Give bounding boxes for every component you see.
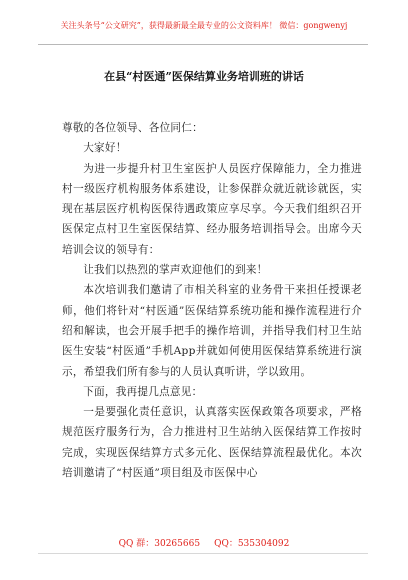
paragraph: 一是要强化责任意识，认真落实医保政策各项要求，严格规范医疗服务行为，合力推进村卫生站纳入医保结算工作按时完成，实现医保结算方式多元化、医保结算流程最优化。本次培训邀请了“村医通”项目组及市医保中心	[62, 406, 362, 480]
document-body	[62, 118, 362, 483]
header-divider	[38, 44, 368, 45]
paragraph: 本次培训我们邀请了市相关科室的业务骨干来担任授课老师，他们将针对“村医通”医保结算系统功能和操作流程进行介绍和解读，也会开展手把手的操作培训，并指导我们村卫生站医生安装“村医通”手机App并就如何使用医保结算系统进行演示，希望我们所有参与的人员认真听讲，学以致用。	[62, 284, 362, 378]
footer-divider	[38, 553, 368, 554]
footer-qq: QQ：535304092	[214, 539, 290, 549]
paragraph: 让我们以热烈的掌声欢迎他们的到来！	[83, 264, 268, 277]
footer-contact	[0, 536, 408, 549]
header-banner: 关注头条号“公文研究”，获得最新最全最专业的公文资料库！ 微信：gongwenyj	[60, 21, 348, 30]
paragraph: 为进一步提升村卫生室医护人员医疗保障能力，全力推进村一级医疗机构服务体系建设，让参保群众就近就诊就医，实现在基层医疗机构医保待遇政策应享尽享。今天我们组织召开医保定点村卫生室医保结算、经办服务培训指导会。出席今天培训会议的领导有：	[62, 162, 362, 256]
paragraph: 下面，我再提几点意见：	[83, 385, 203, 398]
salutation: 尊敬的各位领导、各位同仁：	[62, 122, 203, 134]
greeting: 大家好！	[83, 142, 127, 155]
document-title: 在县“村医通”医保结算业务培训班的讲话	[104, 70, 304, 83]
footer-qq-group: QQ 群：30265665	[118, 539, 201, 549]
